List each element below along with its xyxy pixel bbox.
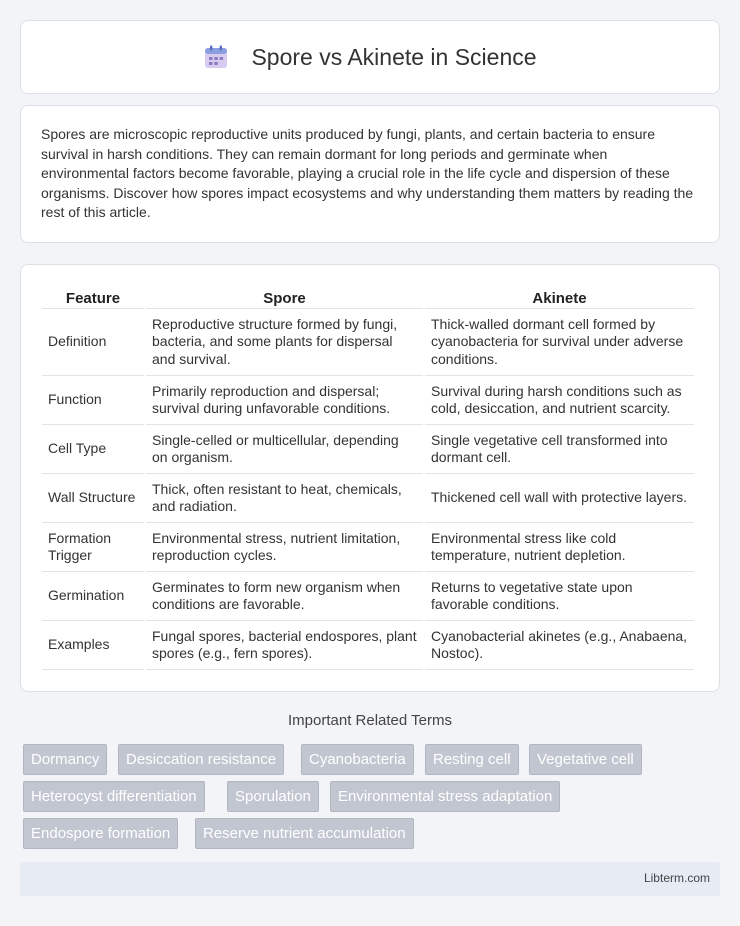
cell-spore: Primarily reproduction and dispersal; survival during unfavorable conditions.: [146, 376, 423, 425]
term-tag[interactable]: Resting cell: [425, 744, 519, 775]
page-title: Spore vs Akinete in Science: [251, 43, 537, 70]
cell-spore: Germinates to form new organism when conditions are favorable.: [146, 572, 423, 621]
cell-spore: Single-celled or multicellular, depending on organism.: [146, 425, 423, 474]
cell-akinete: Thick-walled dormant cell formed by cyanobacteria for survival under adverse conditions.: [425, 309, 694, 376]
cell-feature: Formation Trigger: [42, 523, 144, 572]
table-row: [42, 523, 694, 572]
cell-akinete: Survival during harsh conditions such as cold, desiccation, and nutrient scarcity.: [425, 376, 694, 425]
table-row: [42, 474, 694, 523]
cell-spore: Fungal spores, bacterial endospores, plant spores (e.g., fern spores).: [146, 621, 423, 670]
table-row: [42, 572, 694, 621]
header-card: [20, 20, 720, 94]
term-tag[interactable]: Environmental stress adaptation: [330, 781, 560, 812]
term-tag[interactable]: Heterocyst differentiation: [23, 781, 205, 812]
related-terms-title: Important Related Terms: [288, 712, 452, 729]
table-row: [42, 376, 694, 425]
term-tag[interactable]: Cyanobacteria: [301, 744, 414, 775]
cell-feature: Cell Type: [42, 425, 144, 474]
cell-feature: Germination: [42, 572, 144, 621]
column-header-feature: Feature: [42, 285, 144, 309]
cell-feature: Examples: [42, 621, 144, 670]
footer-brand[interactable]: Libterm.com: [643, 871, 710, 885]
table-row: [42, 621, 694, 670]
cell-spore: Thick, often resistant to heat, chemicals, and radiation.: [146, 474, 423, 523]
cell-feature: Function: [42, 376, 144, 425]
cell-feature: Wall Structure: [42, 474, 144, 523]
calendar-icon: [203, 44, 229, 70]
intro-card: [20, 105, 720, 243]
term-tag[interactable]: Dormancy: [23, 744, 107, 775]
term-tag[interactable]: Desiccation resistance: [118, 744, 284, 775]
cell-akinete: Cyanobacterial akinetes (e.g., Anabaena, Nostoc).: [425, 621, 694, 670]
term-tag[interactable]: Endospore formation: [23, 818, 178, 849]
cell-akinete: Returns to vegetative state upon favorable conditions.: [425, 572, 694, 621]
cell-feature: Definition: [42, 309, 144, 376]
comparison-table-card: [20, 264, 720, 692]
intro-paragraph: Spores are microscopic reproductive units produced by fungi, plants, and certain bacteria to ensure survival in harsh conditions. They can remain dormant for long periods and germinate when environmental factors become favorable, playing a crucial role in the life cycle and dispersion of these organisms. Discover how spores impact ecosystems and why understanding them matters by reading the rest of this article.: [41, 126, 694, 221]
term-tag[interactable]: Reserve nutrient accumulation: [195, 818, 414, 849]
comparison-table: [40, 285, 696, 670]
column-header-spore: Spore: [146, 285, 423, 309]
column-header-akinete: Akinete: [425, 285, 694, 309]
cell-spore: Environmental stress, nutrient limitation, reproduction cycles.: [146, 523, 423, 572]
cell-akinete: Single vegetative cell transformed into dormant cell.: [425, 425, 694, 474]
footer: [20, 862, 720, 896]
term-tag[interactable]: Sporulation: [227, 781, 319, 812]
cell-akinete: Environmental stress like cold temperature, nutrient depletion.: [425, 523, 694, 572]
table-row: [42, 425, 694, 474]
cell-spore: Reproductive structure formed by fungi, bacteria, and some plants for dispersal and survival.: [146, 309, 423, 376]
cell-akinete: Thickened cell wall with protective layers.: [425, 474, 694, 523]
table-header-row: [42, 285, 694, 309]
term-tag[interactable]: Vegetative cell: [529, 744, 642, 775]
table-row: [42, 309, 694, 376]
